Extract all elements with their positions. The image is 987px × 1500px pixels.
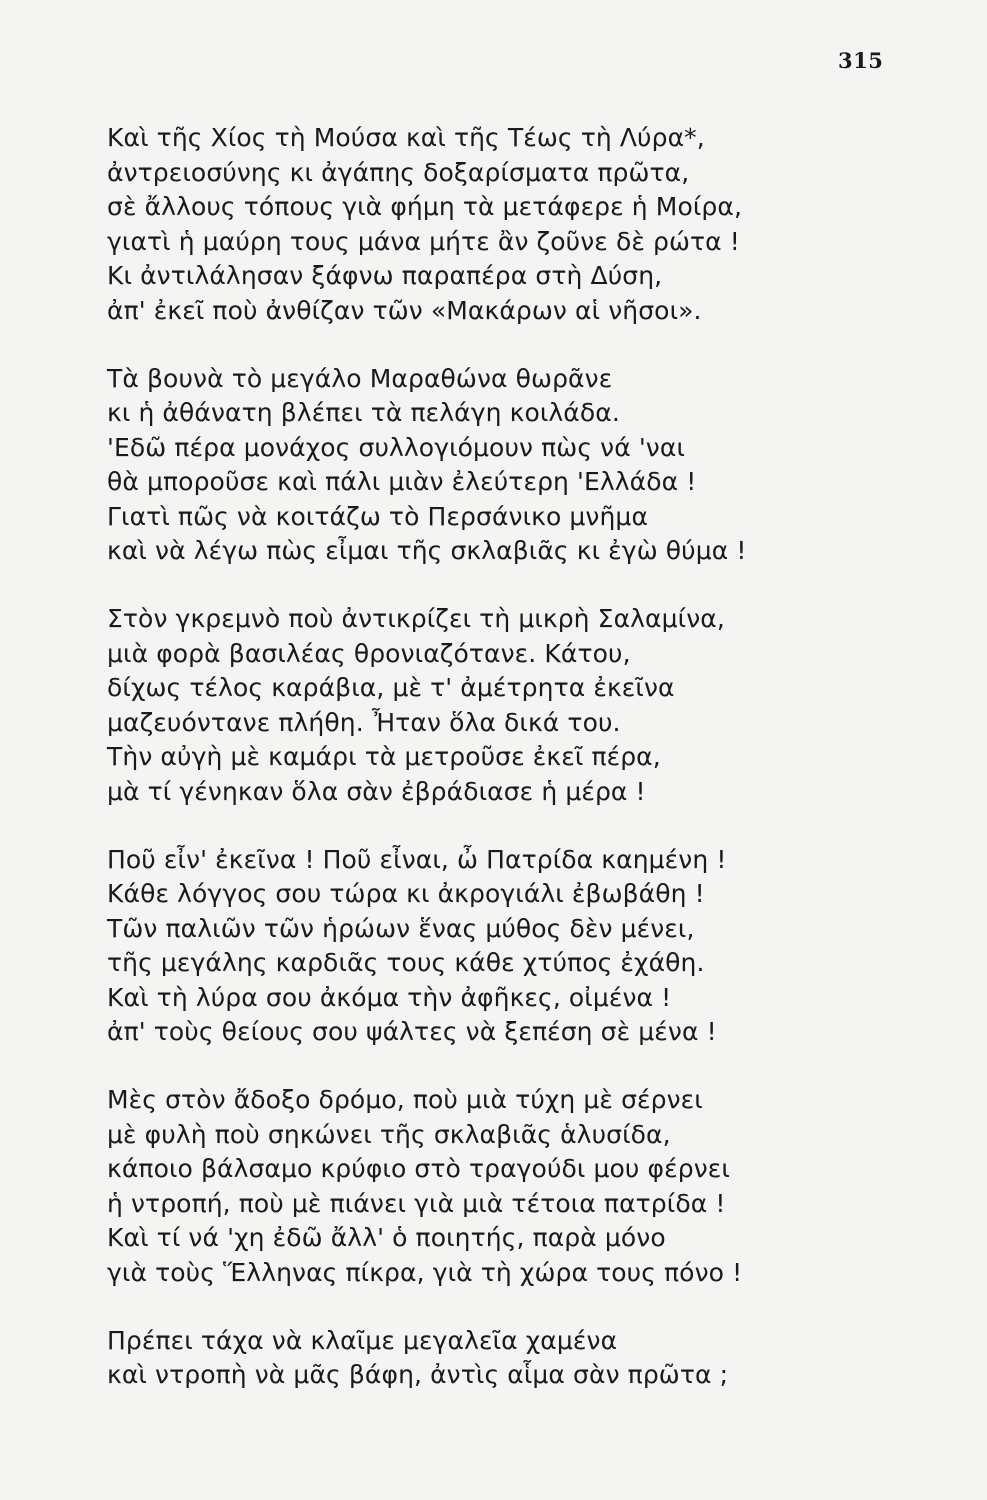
verse-line: ἀντρειοσύνης κι ἀγάπης δοξαρίσματα πρῶτα,	[107, 157, 690, 187]
verse-line: Τὰ βουνὰ τὸ μεγάλο Μαραθώνα θωρᾶνε	[107, 363, 613, 393]
stanza	[107, 121, 827, 328]
verse-line: καὶ ντροπὴ νὰ μᾶς βάφη, ἀντὶς αἷμα σὰν πρῶτα ;	[107, 1360, 729, 1389]
verse-line: Πρέπει τάχα νὰ κλαῖμε μεγαλεῖα χαμένα	[107, 1325, 618, 1355]
verse-line: Τῶν παλιῶν τῶν ἡρώων ἕνας μύθος δὲν μένει,	[107, 913, 695, 943]
stanza	[107, 602, 827, 809]
poem	[107, 121, 827, 1426]
verse-line: κι ἡ ἀθάνατη βλέπει τὰ πελάγη κοιλάδα.	[107, 398, 620, 427]
verse-line: Καὶ τὴ λύρα σου ἀκόμα τὴν ἀφῆκες, οἰμένα !	[107, 982, 672, 1012]
verse-line: Καὶ τί νά 'χη ἐδῶ ἄλλ' ὁ ποιητής, παρὰ μόνο	[107, 1223, 666, 1252]
verse-line: ἀπ' τοὺς θείους σου ψάλτες νὰ ξεπέση σὲ μένα !	[107, 1017, 717, 1046]
verse-line: Κι ἀντιλάλησαν ξάφνω παραπέρα στὴ Δύση,	[107, 261, 663, 290]
verse-line: μαζευόντανε πλήθη. Ἦταν ὅλα δικά του.	[107, 707, 621, 737]
verse-line: θὰ μποροῦσε καὶ πάλι μιὰν ἐλεύτερη 'Ελλάδα !	[107, 467, 697, 496]
verse-line: γιατὶ ἡ μαύρη τους μάνα μήτε ἂν ζοῦνε δὲ ρώτα !	[107, 226, 740, 256]
verse-line: μιὰ φορὰ βασιλέας θρονιαζότανε. Κάτου,	[107, 638, 631, 668]
verse-line: Ποῦ εἶν' ἐκεῖνα ! Ποῦ εἶναι, ὦ Πατρίδα καημένη !	[107, 844, 727, 874]
page-number: 315	[838, 48, 884, 73]
stanza	[107, 362, 827, 569]
stanza	[107, 1083, 827, 1290]
verse-line: Καὶ τῆς Χίος τὴ Μούσα καὶ τῆς Τέως τὴ Λύρα*,	[107, 123, 705, 152]
verse-line: δίχως τέλος καράβια, μὲ τ' ἀμέτρητα ἐκεῖνα	[107, 673, 675, 702]
verse-line: Γιατὶ πῶς νὰ κοιτάζω τὸ Περσάνικο μνῆμα	[107, 501, 649, 531]
verse-line: Στὸν γκρεμνὸ ποὺ ἀντικρίζει τὴ μικρὴ Σαλαμίνα,	[107, 604, 725, 633]
verse-line: Μὲς στὸν ἄδοξο δρόμο, ποὺ μιὰ τύχη μὲ σέρνει	[107, 1085, 703, 1114]
verse-line: ἀπ' ἐκεῖ ποὺ ἀνθίζαν τῶν «Μακάρων αἱ νῆσοι».	[107, 295, 702, 325]
verse-line: μὲ φυλὴ ποὺ σηκώνει τῆς σκλαβιᾶς ἁλυσίδα,	[107, 1119, 671, 1149]
verse-line: ἡ ντροπή, ποὺ μὲ πιάνει γιὰ μιὰ τέτοια πατρίδα !	[107, 1188, 726, 1218]
stanza	[107, 843, 827, 1050]
verse-line: γιὰ τοὺς Ἕλληνας πίκρα, γιὰ τὴ χώρα τους πόνο !	[107, 1257, 743, 1287]
verse-line: μὰ τί γένηκαν ὅλα σὰν ἐβράδιασε ἡ μέρα !	[107, 776, 646, 806]
verse-line: Τὴν αὐγὴ μὲ καμάρι τὰ μετροῦσε ἐκεῖ πέρα,	[107, 742, 661, 771]
verse-line: Κάθε λόγγος σου τώρα κι ἀκρογιάλι ἐβωβάθη !	[107, 879, 705, 908]
verse-line: καὶ νὰ λέγω πὼς εἶμαι τῆς σκλαβιᾶς κι ἐγὼ θύμα !	[107, 536, 747, 565]
verse-line: τῆς μεγάλης καρδιᾶς τους κάθε χτύπος ἐχάθη.	[107, 948, 705, 977]
verse-line: 'Εδῶ πέρα μονάχος συλλογιόμουν πὼς νά 'ναι	[107, 432, 686, 462]
verse-line: κάποιο βάλσαμο κρύφιο στὸ τραγούδι μου φέρνει	[107, 1154, 730, 1183]
stanza	[107, 1324, 827, 1393]
verse-line: σὲ ἄλλους τόπους γιὰ φήμη τὰ μετάφερε ἡ Μοίρα,	[107, 192, 743, 221]
